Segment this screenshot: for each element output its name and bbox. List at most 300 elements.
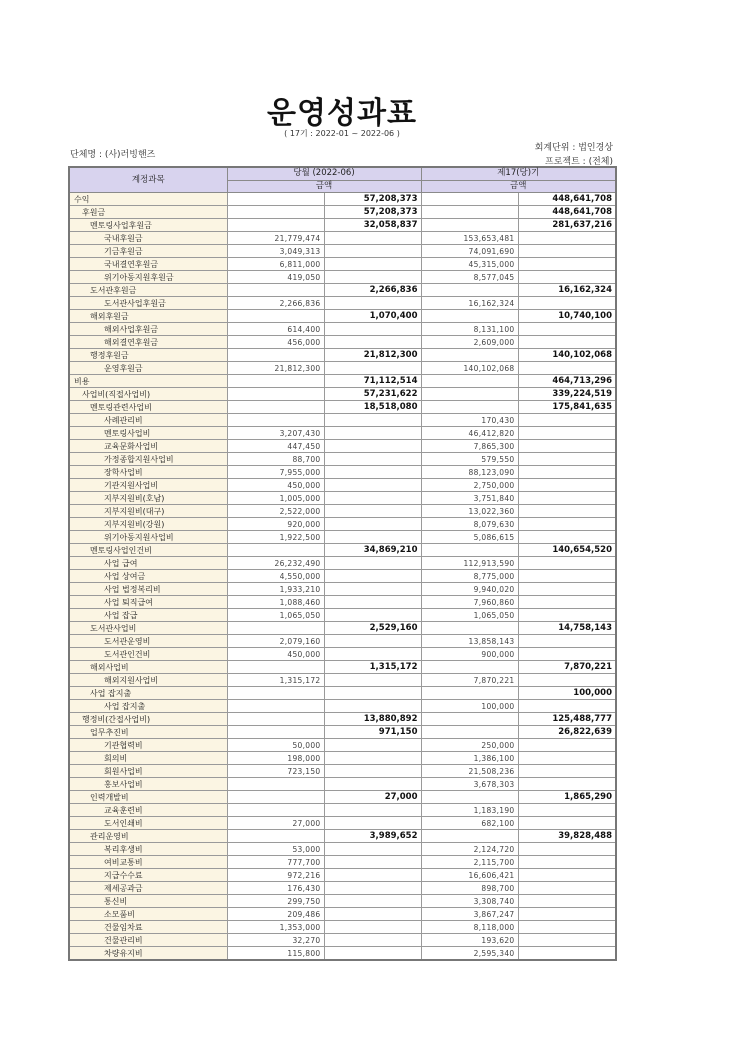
current-total-cell: 18,518,080 (324, 401, 421, 414)
account-name-cell: 사업 상여금 (69, 570, 227, 583)
current-detail-cell: 972,216 (227, 869, 324, 882)
table-row (69, 674, 616, 687)
cumulative-detail-cell: 250,000 (421, 739, 518, 752)
cumulative-total-cell (518, 414, 616, 427)
cumulative-detail-cell (421, 544, 518, 557)
cumulative-detail-cell (421, 206, 518, 219)
current-total-cell (324, 921, 421, 934)
cumulative-detail-cell (421, 193, 518, 206)
account-name-cell: 건물관리비 (69, 934, 227, 947)
cumulative-total-cell: 448,641,708 (518, 206, 616, 219)
cumulative-total-cell (518, 609, 616, 622)
account-name-cell: 후원금 (69, 206, 227, 219)
cumulative-total-cell (518, 245, 616, 258)
account-name-cell: 사업 급여 (69, 557, 227, 570)
header-cumulative-amount: 금액 (421, 180, 616, 193)
account-name-cell: 멘토링사업비 (69, 427, 227, 440)
table-row (69, 882, 616, 895)
project-filter: 프로젝트 : (전체) (545, 157, 613, 167)
table-row (69, 908, 616, 921)
cumulative-total-cell (518, 570, 616, 583)
current-total-cell (324, 336, 421, 349)
cumulative-total-cell (518, 492, 616, 505)
cumulative-detail-cell: 45,315,000 (421, 258, 518, 271)
table-row (69, 401, 616, 414)
current-detail-cell: 614,400 (227, 323, 324, 336)
cumulative-total-cell (518, 648, 616, 661)
cumulative-total-cell (518, 843, 616, 856)
table-row (69, 921, 616, 934)
table-row (69, 336, 616, 349)
cumulative-detail-cell: 2,124,720 (421, 843, 518, 856)
cumulative-detail-cell (421, 791, 518, 804)
current-detail-cell: 447,450 (227, 440, 324, 453)
current-total-cell: 57,231,622 (324, 388, 421, 401)
current-total-cell (324, 271, 421, 284)
table-row (69, 622, 616, 635)
cumulative-total-cell: 140,102,068 (518, 349, 616, 362)
current-total-cell (324, 557, 421, 570)
table-row (69, 479, 616, 492)
current-total-cell (324, 947, 421, 961)
header-cumulative: 제17(당)기 (421, 167, 616, 180)
account-name-cell: 사업 잡지출 (69, 700, 227, 713)
account-name-cell: 해외사업비 (69, 661, 227, 674)
current-total-cell (324, 323, 421, 336)
cumulative-detail-cell (421, 375, 518, 388)
cumulative-total-cell (518, 531, 616, 544)
cumulative-total-cell (518, 297, 616, 310)
current-total-cell (324, 440, 421, 453)
current-total-cell: 2,266,836 (324, 284, 421, 297)
table-row (69, 947, 616, 961)
current-total-cell (324, 856, 421, 869)
account-name-cell: 인력개발비 (69, 791, 227, 804)
cumulative-detail-cell: 7,960,860 (421, 596, 518, 609)
cumulative-detail-cell: 3,308,740 (421, 895, 518, 908)
account-name-cell: 운영후원금 (69, 362, 227, 375)
account-name-cell: 행정비(간접사업비) (69, 713, 227, 726)
current-detail-cell: 6,811,000 (227, 258, 324, 271)
current-total-cell (324, 297, 421, 310)
cumulative-detail-cell: 21,508,236 (421, 765, 518, 778)
table-row (69, 778, 616, 791)
cumulative-total-cell (518, 778, 616, 791)
current-detail-cell (227, 778, 324, 791)
cumulative-detail-cell: 153,653,481 (421, 232, 518, 245)
table-row (69, 466, 616, 479)
table-row (69, 518, 616, 531)
current-total-cell (324, 934, 421, 947)
account-name-cell: 도서관인건비 (69, 648, 227, 661)
cumulative-detail-cell: 74,091,690 (421, 245, 518, 258)
cumulative-detail-cell: 13,022,360 (421, 505, 518, 518)
table-row (69, 687, 616, 700)
table-row (69, 297, 616, 310)
account-name-cell: 지부지원비(호남) (69, 492, 227, 505)
table-row (69, 713, 616, 726)
header-current-amount: 금액 (227, 180, 421, 193)
current-detail-cell (227, 700, 324, 713)
cumulative-detail-cell: 8,118,000 (421, 921, 518, 934)
cumulative-detail-cell (421, 349, 518, 362)
current-total-cell (324, 674, 421, 687)
account-name-cell: 관리운영비 (69, 830, 227, 843)
current-detail-cell (227, 310, 324, 323)
table-row (69, 739, 616, 752)
cumulative-detail-cell: 3,678,303 (421, 778, 518, 791)
current-detail-cell: 53,000 (227, 843, 324, 856)
current-total-cell (324, 869, 421, 882)
cumulative-detail-cell: 7,870,221 (421, 674, 518, 687)
table-row (69, 869, 616, 882)
current-detail-cell: 1,933,210 (227, 583, 324, 596)
current-total-cell: 3,989,652 (324, 830, 421, 843)
cumulative-total-cell (518, 258, 616, 271)
cumulative-total-cell: 464,713,296 (518, 375, 616, 388)
cumulative-detail-cell: 9,940,020 (421, 583, 518, 596)
table-row (69, 648, 616, 661)
current-detail-cell: 1,088,460 (227, 596, 324, 609)
cumulative-total-cell (518, 453, 616, 466)
table-row (69, 700, 616, 713)
cumulative-detail-cell: 8,131,100 (421, 323, 518, 336)
current-detail-cell: 2,266,836 (227, 297, 324, 310)
cumulative-total-cell (518, 635, 616, 648)
cumulative-total-cell (518, 232, 616, 245)
current-total-cell (324, 427, 421, 440)
cumulative-total-cell: 140,654,520 (518, 544, 616, 557)
account-name-cell: 홍보사업비 (69, 778, 227, 791)
current-detail-cell (227, 349, 324, 362)
table-row (69, 765, 616, 778)
current-total-cell (324, 687, 421, 700)
current-total-cell (324, 700, 421, 713)
current-total-cell: 2,529,160 (324, 622, 421, 635)
account-name-cell: 사례관리비 (69, 414, 227, 427)
current-detail-cell (227, 388, 324, 401)
table-row (69, 661, 616, 674)
cumulative-detail-cell: 140,102,068 (421, 362, 518, 375)
current-total-cell (324, 258, 421, 271)
account-name-cell: 사업 법정복리비 (69, 583, 227, 596)
cumulative-total-cell: 7,870,221 (518, 661, 616, 674)
cumulative-total-cell: 1,865,290 (518, 791, 616, 804)
current-detail-cell: 1,922,500 (227, 531, 324, 544)
account-name-cell: 해외후원금 (69, 310, 227, 323)
current-total-cell (324, 752, 421, 765)
current-detail-cell: 21,812,300 (227, 362, 324, 375)
current-total-cell (324, 648, 421, 661)
current-detail-cell: 1,315,172 (227, 674, 324, 687)
current-total-cell: 27,000 (324, 791, 421, 804)
cumulative-detail-cell: 1,065,050 (421, 609, 518, 622)
current-total-cell: 1,315,172 (324, 661, 421, 674)
cumulative-detail-cell: 900,000 (421, 648, 518, 661)
cumulative-detail-cell: 1,183,190 (421, 804, 518, 817)
current-total-cell (324, 583, 421, 596)
account-name-cell: 교육문화사업비 (69, 440, 227, 453)
table-row (69, 271, 616, 284)
cumulative-total-cell (518, 440, 616, 453)
current-detail-cell: 21,779,474 (227, 232, 324, 245)
current-detail-cell (227, 791, 324, 804)
table-row (69, 492, 616, 505)
current-detail-cell (227, 375, 324, 388)
account-name-cell: 위기아동지원후원금 (69, 271, 227, 284)
current-total-cell (324, 895, 421, 908)
current-detail-cell (227, 687, 324, 700)
cumulative-total-cell (518, 583, 616, 596)
cumulative-total-cell (518, 596, 616, 609)
account-name-cell: 교육훈련비 (69, 804, 227, 817)
table-row (69, 804, 616, 817)
operating-results-table (68, 166, 617, 961)
cumulative-total-cell: 125,488,777 (518, 713, 616, 726)
current-detail-cell: 723,150 (227, 765, 324, 778)
cumulative-total-cell: 39,828,488 (518, 830, 616, 843)
account-name-cell: 기관협력비 (69, 739, 227, 752)
table-row (69, 232, 616, 245)
table-header-row (69, 167, 616, 180)
cumulative-detail-cell (421, 661, 518, 674)
current-detail-cell: 209,486 (227, 908, 324, 921)
cumulative-total-cell: 281,637,216 (518, 219, 616, 232)
account-name-cell: 도서관사업비 (69, 622, 227, 635)
cumulative-detail-cell: 112,913,590 (421, 557, 518, 570)
current-total-cell (324, 765, 421, 778)
account-name-cell: 도서관후원금 (69, 284, 227, 297)
cumulative-total-cell (518, 921, 616, 934)
account-name-cell: 지부지원비(대구) (69, 505, 227, 518)
current-detail-cell: 27,000 (227, 817, 324, 830)
cumulative-detail-cell: 7,865,300 (421, 440, 518, 453)
table-row (69, 726, 616, 739)
current-total-cell (324, 882, 421, 895)
cumulative-total-cell: 448,641,708 (518, 193, 616, 206)
cumulative-detail-cell: 2,115,700 (421, 856, 518, 869)
account-name-cell: 지급수수료 (69, 869, 227, 882)
account-name-cell: 멘토링관련사업비 (69, 401, 227, 414)
current-detail-cell (227, 830, 324, 843)
cumulative-total-cell (518, 427, 616, 440)
current-total-cell: 21,812,300 (324, 349, 421, 362)
current-detail-cell (227, 713, 324, 726)
cumulative-detail-cell: 5,086,615 (421, 531, 518, 544)
current-total-cell (324, 570, 421, 583)
table-row (69, 362, 616, 375)
current-detail-cell: 1,065,050 (227, 609, 324, 622)
cumulative-detail-cell: 2,750,000 (421, 479, 518, 492)
current-total-cell (324, 232, 421, 245)
cumulative-detail-cell: 100,000 (421, 700, 518, 713)
cumulative-detail-cell: 16,606,421 (421, 869, 518, 882)
current-detail-cell (227, 414, 324, 427)
cumulative-total-cell (518, 700, 616, 713)
current-total-cell (324, 804, 421, 817)
current-total-cell (324, 817, 421, 830)
table-row (69, 414, 616, 427)
current-detail-cell (227, 284, 324, 297)
current-detail-cell: 2,079,160 (227, 635, 324, 648)
current-total-cell (324, 609, 421, 622)
table-row (69, 193, 616, 206)
account-name-cell: 차량유지비 (69, 947, 227, 961)
cumulative-total-cell (518, 466, 616, 479)
current-total-cell (324, 596, 421, 609)
cumulative-detail-cell: 3,867,247 (421, 908, 518, 921)
cumulative-total-cell (518, 765, 616, 778)
account-name-cell: 기관지원사업비 (69, 479, 227, 492)
organization-name: 단체명 : (사)러빙핸즈 (70, 150, 156, 160)
current-total-cell (324, 414, 421, 427)
current-total-cell (324, 778, 421, 791)
table-body (69, 193, 616, 961)
current-detail-cell: 1,353,000 (227, 921, 324, 934)
table-row (69, 505, 616, 518)
cumulative-total-cell (518, 518, 616, 531)
current-total-cell (324, 466, 421, 479)
cumulative-detail-cell: 88,123,090 (421, 466, 518, 479)
cumulative-detail-cell: 16,162,324 (421, 297, 518, 310)
current-total-cell (324, 739, 421, 752)
cumulative-detail-cell: 3,751,840 (421, 492, 518, 505)
cumulative-total-cell (518, 869, 616, 882)
table-row (69, 206, 616, 219)
table-row (69, 427, 616, 440)
current-detail-cell: 26,232,490 (227, 557, 324, 570)
cumulative-total-cell (518, 505, 616, 518)
table-row (69, 323, 616, 336)
current-detail-cell: 88,700 (227, 453, 324, 466)
cumulative-detail-cell: 13,858,143 (421, 635, 518, 648)
current-detail-cell (227, 726, 324, 739)
table-row (69, 284, 616, 297)
accounting-unit: 회계단위 : 법인경상 (534, 143, 613, 153)
account-name-cell: 위기아동지원사업비 (69, 531, 227, 544)
current-detail-cell: 7,955,000 (227, 466, 324, 479)
table-row (69, 895, 616, 908)
account-name-cell: 도서관운영비 (69, 635, 227, 648)
current-total-cell (324, 531, 421, 544)
cumulative-detail-cell: 170,430 (421, 414, 518, 427)
current-detail-cell: 450,000 (227, 648, 324, 661)
account-name-cell: 회원사업비 (69, 765, 227, 778)
cumulative-detail-cell: 8,775,000 (421, 570, 518, 583)
current-total-cell (324, 453, 421, 466)
table-row (69, 609, 616, 622)
table-row (69, 752, 616, 765)
current-detail-cell: 32,270 (227, 934, 324, 947)
current-detail-cell: 176,430 (227, 882, 324, 895)
current-detail-cell: 419,050 (227, 271, 324, 284)
cumulative-detail-cell (421, 401, 518, 414)
cumulative-detail-cell (421, 622, 518, 635)
account-name-cell: 사업 잡지출 (69, 687, 227, 700)
account-name-cell: 행정후원금 (69, 349, 227, 362)
cumulative-detail-cell (421, 726, 518, 739)
current-detail-cell (227, 544, 324, 557)
cumulative-detail-cell: 2,609,000 (421, 336, 518, 349)
cumulative-total-cell (518, 804, 616, 817)
table-row (69, 531, 616, 544)
table-row (69, 830, 616, 843)
current-detail-cell (227, 804, 324, 817)
current-detail-cell: 920,000 (227, 518, 324, 531)
account-name-cell: 기금후원금 (69, 245, 227, 258)
table-row (69, 388, 616, 401)
account-name-cell: 업무추진비 (69, 726, 227, 739)
current-total-cell: 32,058,837 (324, 219, 421, 232)
cumulative-total-cell (518, 674, 616, 687)
current-detail-cell: 115,800 (227, 947, 324, 961)
current-detail-cell (227, 219, 324, 232)
table-row (69, 791, 616, 804)
cumulative-detail-cell (421, 830, 518, 843)
account-name-cell: 제세공과금 (69, 882, 227, 895)
table-row (69, 570, 616, 583)
current-detail-cell: 2,522,000 (227, 505, 324, 518)
cumulative-total-cell: 100,000 (518, 687, 616, 700)
cumulative-total-cell (518, 336, 616, 349)
cumulative-total-cell (518, 479, 616, 492)
account-name-cell: 비용 (69, 375, 227, 388)
account-name-cell: 건물임차료 (69, 921, 227, 934)
table-row (69, 440, 616, 453)
cumulative-total-cell (518, 557, 616, 570)
cumulative-detail-cell (421, 687, 518, 700)
account-name-cell: 회의비 (69, 752, 227, 765)
table-row (69, 583, 616, 596)
current-detail-cell: 50,000 (227, 739, 324, 752)
cumulative-detail-cell: 2,595,340 (421, 947, 518, 961)
current-detail-cell: 777,700 (227, 856, 324, 869)
current-total-cell: 13,880,892 (324, 713, 421, 726)
account-name-cell: 사업비(직접사업비) (69, 388, 227, 401)
current-total-cell: 34,869,210 (324, 544, 421, 557)
cumulative-total-cell: 16,162,324 (518, 284, 616, 297)
current-total-cell (324, 843, 421, 856)
cumulative-detail-cell (421, 310, 518, 323)
current-total-cell (324, 518, 421, 531)
current-total-cell (324, 492, 421, 505)
table-row (69, 817, 616, 830)
table-row (69, 245, 616, 258)
account-name-cell: 멘토링사업후원금 (69, 219, 227, 232)
cumulative-total-cell (518, 362, 616, 375)
cumulative-total-cell: 10,740,100 (518, 310, 616, 323)
header-account: 계정과목 (69, 167, 227, 193)
cumulative-total-cell (518, 895, 616, 908)
cumulative-total-cell (518, 323, 616, 336)
account-name-cell: 해외결연후원금 (69, 336, 227, 349)
cumulative-total-cell (518, 817, 616, 830)
table-row (69, 375, 616, 388)
cumulative-detail-cell: 579,550 (421, 453, 518, 466)
cumulative-total-cell (518, 739, 616, 752)
account-name-cell: 사업 퇴직급여 (69, 596, 227, 609)
current-detail-cell (227, 622, 324, 635)
cumulative-total-cell: 175,841,635 (518, 401, 616, 414)
cumulative-detail-cell: 682,100 (421, 817, 518, 830)
cumulative-detail-cell (421, 388, 518, 401)
account-name-cell: 지부지원비(강원) (69, 518, 227, 531)
current-total-cell (324, 505, 421, 518)
table-row (69, 349, 616, 362)
cumulative-total-cell (518, 947, 616, 961)
current-total-cell (324, 908, 421, 921)
account-name-cell: 복리후생비 (69, 843, 227, 856)
